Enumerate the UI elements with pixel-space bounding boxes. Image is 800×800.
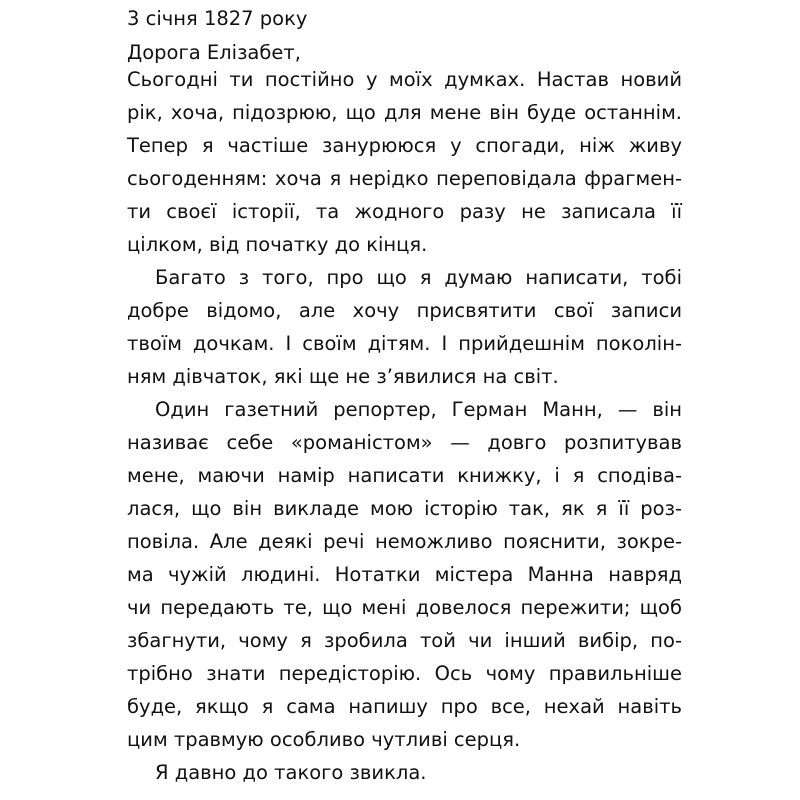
text-line: трібно знати передісторію. Ось чому правильніше [127,662,682,685]
text-line: мене, маючи намір написати книжку, і я сподіва- [127,464,682,487]
text-line: буде, якщо я сама напишу про все, нехай навіть [127,695,682,718]
text-line: повіла. Але деякі речі неможливо пояснити, зокре- [127,530,682,553]
letter-salutation: Дорога Елізабет, [127,41,301,64]
text-line: Сьогодні ти постійно у моїх думках. Настав новий [127,68,682,91]
text-line: чи передають те, що мені довелося пережити; щоб [127,596,682,619]
text-line: цілком, від початку до кінця. [127,233,428,256]
text-line: рік, хоча, підозрюю, що для мене він буде останнім. [127,101,682,124]
text-line: твоїм дочкам. І своїм дітям. І прийдешнім поколін- [127,332,682,355]
text-line: Один газетний репортер, Герман Манн, — він [155,398,682,421]
text-line: ма чужій людині. Нотатки містера Манна навряд [127,563,682,586]
text-line: Я давно до такого звикла. [155,761,427,784]
text-line: цим травмую особливо чутливі серця. [127,728,521,751]
text-line: ням дівчаток, які ще не з’явилися на світ. [127,365,559,388]
text-line: називає себе «романістом» — довго розпитував [127,431,682,454]
text-line: сьогоденням: хоча я нерідко переповідала фрагмен- [127,167,682,190]
text-line: збагнути, чому я зробила той чи інший вибір, по- [127,629,682,652]
text-line: добре відомо, але хочу присвятити свої записи [127,299,682,322]
text-line: Багато з того, про що я думаю написати, тобі [155,266,682,289]
text-line: Тепер я частіше занурююся у спогади, ніж живу [127,134,682,157]
text-line: лася, що він викладе мою історію так, як я її роз- [127,497,682,520]
letter-date: 3 січня 1827 року [127,7,308,30]
text-line: ти своєї історії, та жодного разу не записала її [127,200,682,223]
